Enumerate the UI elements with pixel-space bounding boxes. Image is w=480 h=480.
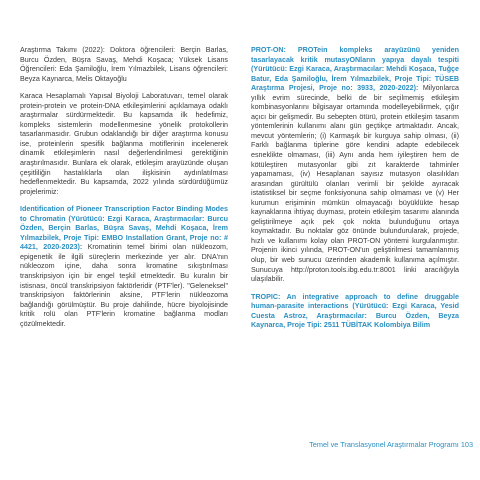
- left-column: [20, 46, 228, 335]
- research-team-paragraph: Araştırma Takımı (2022): Doktora öğrencileri: Berçin Barlas, Burcu Özden, Büşra Savaş, Mehdi Koşaca; Yüksek Lisans Öğrencileri: Eda Şamiloğlu, İrem Yılmazbilek, Lisans öğrencileri: Beyza Kaynarca, Melis Oktayoğlu: [20, 46, 228, 83]
- lab-description-paragraph: Karaca Hesaplamalı Yapısal Biyoloji Laboratuvarı, temel olarak protein-protein ve protein-DNA etkileşimlerini açıklamaya odaklı araştırmalar sürdürmektedir. Bu kapsamda ilk hedefimiz, kompleks sistemlerin modellenmesine yönelik protokollerin tasarlanmasıdır. Grubun odaklandığı bir diğer araştırma konusu ise, proteinlerin spesifik bağlanma motiflerinin incelenerek dinamik etkileşimlerin nasıl değerlendirilmesi gerektiğinin araştırılmasıdır. Bunlara ek olarak, etkileşim arayüzünde oluşan çeşitliliğin hastalıklarla olan ilişkisinin aydınlatılması hedeflenmektedir. Bu kapsamda, 2022 yılında sürdürdüğümüz projelerimiz:: [20, 92, 228, 196]
- page-footer: Temel ve Translasyonel Araştırmalar Programı 103: [309, 440, 473, 449]
- project-paragraph-ptf: [20, 205, 228, 329]
- project-body-ptf: Kromatinin temel birimi olan nükleozom, epigenetik ile ilgili süreçlerin merkezinde yer alır. DNA'nın nükleozom içine, daha sonra kromatine sıkıştırılması transkripsiyon için bir engel teşkil etmektedir. Bu kuralın bir istisnası, öncül transkripsiyon faktörleridir (PTF'ler). "Geleneksel" transkripsiyon faktörlerinin aksine, PTF'lerin nükleozoma bağlandığı görülmüştür. Bu proje dahilinde, hücre biyolojisinde kritik rolü olan PTF'lerin kromatine bağlanma modları çözülmektedir.: [20, 243, 228, 328]
- project-title-ptf: Identification of Pioneer Transcription Factor Binding Modes to Chromatin (Yürütücü: Ezgi Karaca, Araştırmacılar: Burcu Özden, Berçin Barlas, Büşra Savaş, Mehdi Koşaca, İrem Yılmazbilek, Proje Tipi: EMBO Installation Grant, Proje no: # 4421, 2020-2023):: [20, 205, 228, 252]
- project-title-tropic: TROPIC: An integrative approach to define druggable human-parasite interactions (Yürütücü: Ezgi Karaca, Yesid Cuesta Astroz, Araştırmacılar: Burcu Özden, Beyza Kaynarca, Proje Tipi: 2511 TÜBİTAK Kolombiya Bilim: [251, 292, 459, 330]
- project-body-proton: Milyonlarca yıllık evrim sürecinde, belki de bir seçilmemiş etkileşim kombinasyonlarını bilgisayar ortamında modelleyebilirmek, çığır açıcı bir gelişmedir. Bu sebepten ötürü, protein etkileşim tasarım yöntemlerinin kullanımı alanı gün geçtikçe artmaktadır. Ancak, mevcut yöntemlerin; (i) Karmaşık bir kurguya sahip olması, (ii) Farklı bağlanma tiplerine göre kendini adapte edebilecek esneklikte olmaması, (iii) Aynı anda hem iyileştiren hem de kötüleştiren mutasyonlar gibi zıt karakterde tahminler yapamaması, (iv) Hesaplanan sayısız mutasyon olasılıkları arasından gürültülü olanları verimli bir şekilde ayıracak istatistiksel bir seçme fonksiyonuna sahip olmaması ve (v) Her kurumun erişiminin mümkün olmayacağı büyüklükte hesap kaynaklarına ihtiyaç duyması, protein etkileşim tasarımı alanında geliştirilmeye açık pek çok nokta bulunduğunu ortaya koymaktadır. Bu noktalar göz önünde bulundurularak, projede, hızlı ve kullanımı kolay olan PROT-ON yöntemi kurgulanmıştır. Projenin ikinci yılında, PROT-ON'un geliştirilmesi tamamlanmış olup, bir web sunucu üzerinden akademik kullanıma açılmıştır. Sunucuya http://proton.tools.ibg.edu.tr:8001 linki aracılığıyla ulaşılabilir.: [251, 84, 459, 284]
- project-title-proton: PROT-ON: PROTein kompleks arayüzünü yeniden tasarlayacak kritik mutasyONların yapıya dayalı tespiti (Yürütücü: Ezgi Karaca, Araştırmacılar: Mehdi Koşaca, Tuğçe Batur, Eda Şamiloğlu, İrem Yılmazbilek, Proje Tipi: TÜSEB Araştırma Projesi, Proje no: 3933, 2020-2022):: [251, 46, 459, 93]
- project-paragraph-tropic: [251, 293, 459, 331]
- right-column: [251, 46, 459, 339]
- project-paragraph-proton: [251, 46, 459, 285]
